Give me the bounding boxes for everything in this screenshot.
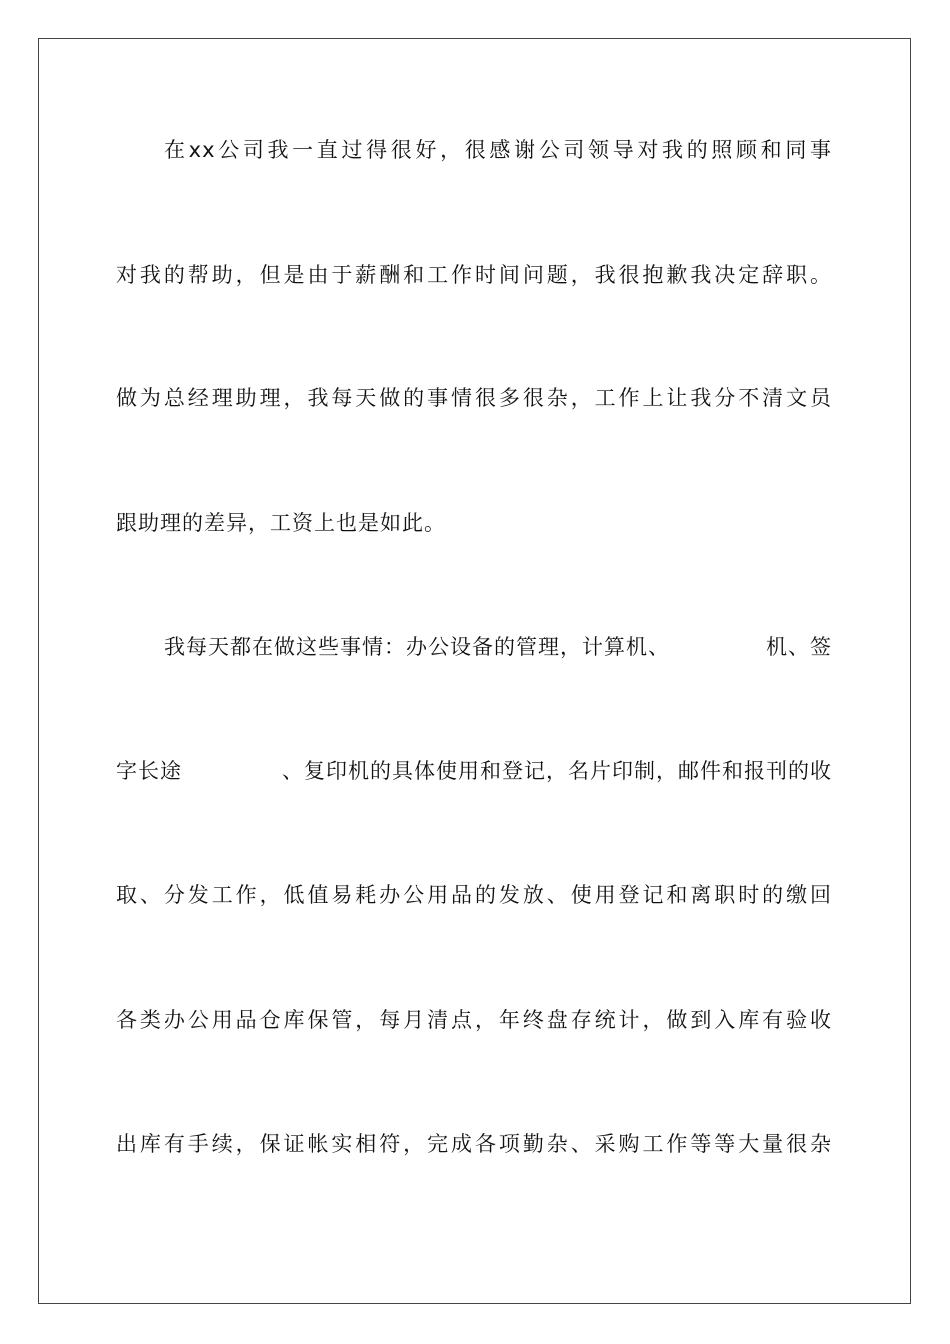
text-line-6 bbox=[116, 756, 832, 786]
text-line-5-part-a: 我每天都在做这些事情：办公设备的管理，计算机、 bbox=[164, 635, 670, 659]
text-line-6-part-a: 字长途 bbox=[116, 759, 182, 783]
text-line-7: 取、分发工作，低值易耗办公用品的发放、使用登记和离职时的缴回 bbox=[116, 883, 832, 907]
text-line-8: 各类办公用品仓库保管，每月清点，年终盘存统计，做到入库有验收 bbox=[116, 1008, 832, 1032]
text-line-1: 在xx公司我一直过得很好，很感谢公司领导对我的照顾和同事 bbox=[164, 138, 832, 162]
text-line-6-part-b: 、复印机的具体使用和登记，名片印制，邮件和报刊的收 bbox=[282, 759, 832, 783]
text-line-5-part-b: 机、签 bbox=[766, 635, 832, 659]
text-line-3: 做为总经理助理，我每天做的事情很多很杂，工作上让我分不清文员 bbox=[116, 386, 832, 410]
page-border bbox=[38, 38, 911, 1304]
text-line-4: 跟助理的差异，工资上也是如此。 bbox=[116, 511, 446, 535]
text-line-2: 对我的帮助，但是由于薪酬和工作时间问题，我很抱歉我决定辞职。 bbox=[116, 263, 832, 287]
text-line-9: 出库有手续，保证帐实相符，完成各项勤杂、采购工作等等大量很杂 bbox=[116, 1132, 832, 1156]
text-line-5 bbox=[116, 632, 832, 662]
